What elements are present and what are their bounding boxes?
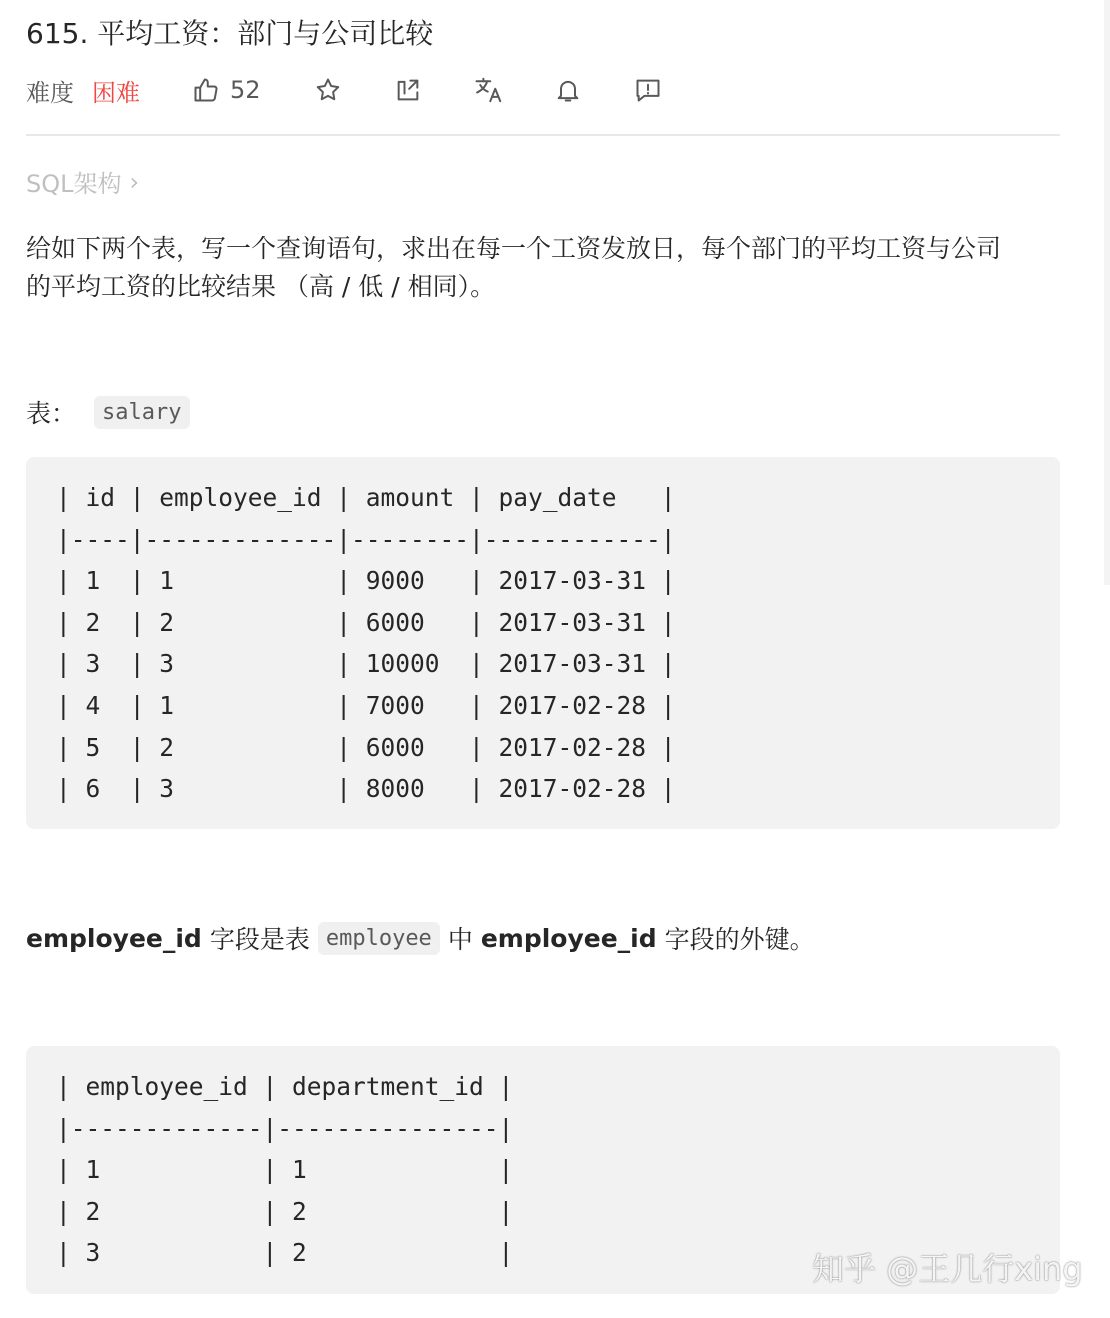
like-button[interactable] bbox=[192, 70, 261, 110]
code-line: | 4 | 1 | 7000 | 2017-02-28 | bbox=[56, 690, 676, 720]
foreign-key-note bbox=[26, 918, 815, 958]
fk-text: 字段的外键。 bbox=[664, 925, 815, 954]
fk-table-name: employee bbox=[318, 922, 440, 955]
translate-icon bbox=[474, 75, 504, 105]
salary-table-name: salary bbox=[94, 396, 189, 429]
translate-button[interactable] bbox=[474, 70, 504, 110]
problem-toolbar bbox=[26, 70, 1066, 110]
salary-table-codeblock bbox=[26, 457, 1060, 829]
subscribe-button[interactable] bbox=[554, 70, 582, 110]
problem-description bbox=[26, 230, 1066, 306]
code-line: | 1 | 1 | bbox=[56, 1155, 514, 1185]
fk-field-name: employee_id bbox=[480, 923, 657, 953]
code-line: |----|-------------|--------|------------| bbox=[56, 524, 676, 554]
code-line: | 2 | 2 | 6000 | 2017-03-31 | bbox=[56, 607, 676, 637]
description-line: 的平均工资的比较结果 （高 / 低 / 相同）。 bbox=[26, 272, 496, 301]
share-button[interactable] bbox=[394, 70, 422, 110]
code-line: | 3 | 3 | 10000 | 2017-03-31 | bbox=[56, 649, 676, 679]
code-line: | 2 | 2 | bbox=[56, 1196, 514, 1226]
scrollbar[interactable] bbox=[1104, 0, 1110, 585]
code-line: | 3 | 2 | bbox=[56, 1238, 514, 1268]
problem-title: 615. 平均工资：部门与公司比较 bbox=[26, 17, 434, 50]
watermark: 知乎 @王几行xing bbox=[812, 1250, 1083, 1288]
code-line: | 6 | 3 | 8000 | 2017-02-28 | bbox=[56, 774, 676, 804]
code-line: | employee_id | department_id | bbox=[56, 1072, 514, 1101]
fk-text: 中 bbox=[447, 925, 473, 954]
difficulty-label: 难度 bbox=[26, 78, 74, 107]
header-divider bbox=[26, 134, 1060, 136]
code-line: | id | employee_id | amount | pay_date | bbox=[56, 483, 676, 512]
thumbs-up-icon bbox=[192, 76, 220, 104]
like-count: 52 bbox=[230, 76, 261, 104]
difficulty-value: 困难 bbox=[92, 78, 140, 107]
description-line: 给如下两个表，写一个查询语句，求出在每一个工资发放日，每个部门的平均工资与公司 bbox=[26, 234, 1002, 263]
star-icon bbox=[314, 76, 342, 104]
table-label: 表： bbox=[26, 399, 77, 428]
feedback-icon bbox=[634, 76, 662, 104]
code-line: |-------------|---------------| bbox=[56, 1113, 514, 1143]
share-icon bbox=[394, 76, 422, 104]
chevron-right-icon: › bbox=[129, 167, 140, 196]
bell-icon bbox=[554, 76, 582, 104]
fk-field-name: employee_id bbox=[26, 923, 202, 953]
feedback-button[interactable] bbox=[634, 70, 662, 110]
code-line: | 1 | 1 | 9000 | 2017-03-31 | bbox=[56, 566, 676, 596]
salary-table-heading bbox=[26, 393, 190, 431]
breadcrumb[interactable] bbox=[26, 164, 139, 199]
breadcrumb-label[interactable]: SQL架构 bbox=[26, 170, 122, 198]
favorite-button[interactable] bbox=[314, 70, 342, 110]
fk-text: 字段是表 bbox=[209, 925, 310, 954]
difficulty bbox=[26, 70, 140, 110]
code-line: | 5 | 2 | 6000 | 2017-02-28 | bbox=[56, 732, 676, 762]
